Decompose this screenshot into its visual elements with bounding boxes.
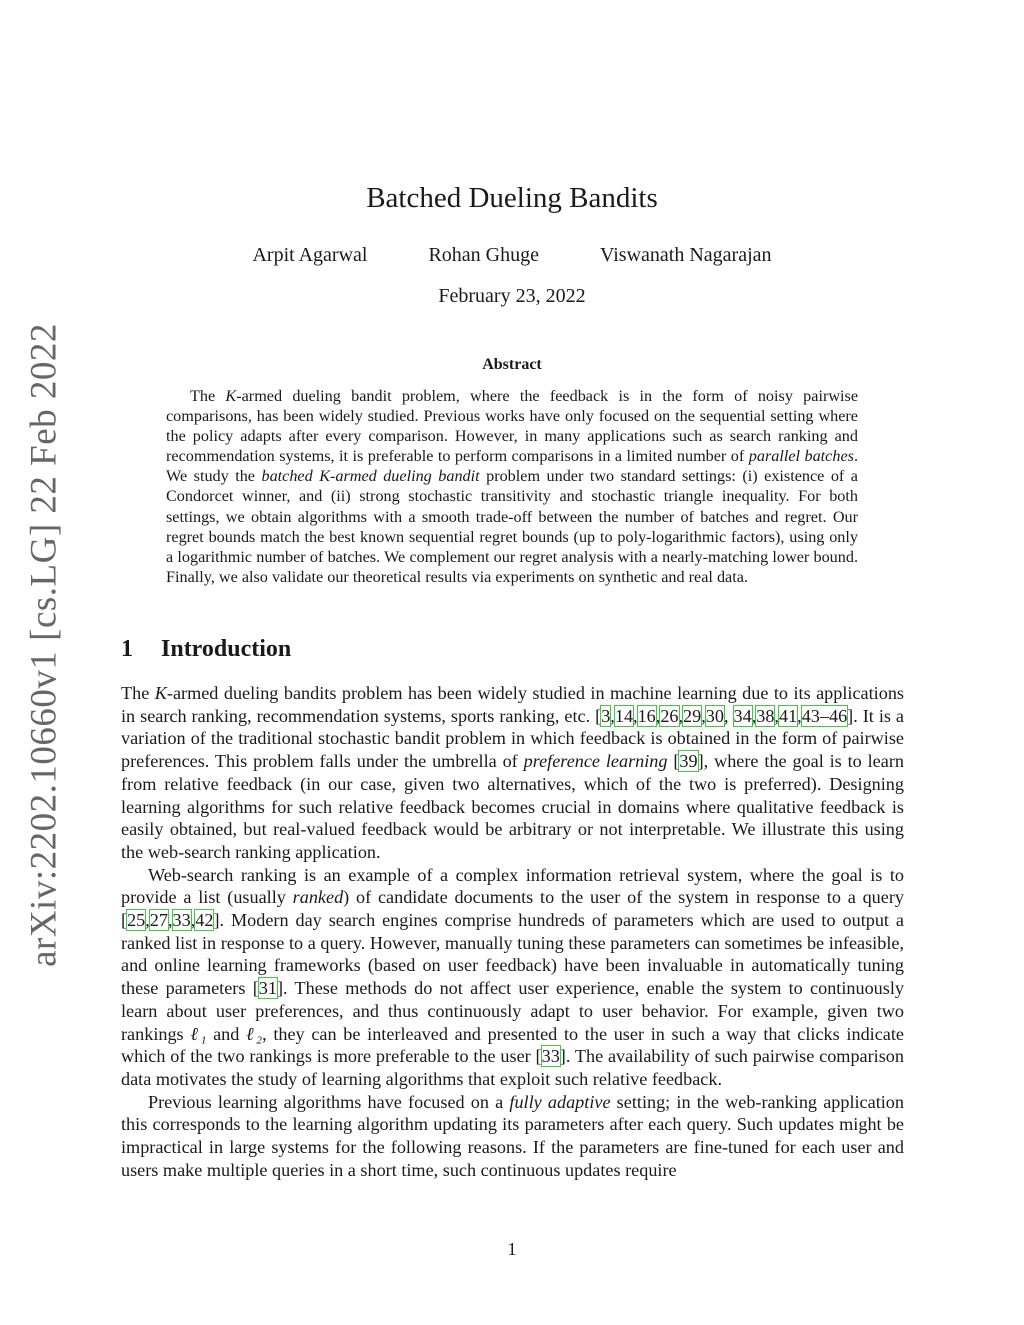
emphasis: ranked [292, 887, 344, 908]
paper-date: February 23, 2022 [438, 285, 586, 307]
citation-link[interactable]: 26 [660, 705, 679, 726]
citation-link[interactable]: 33 [541, 1046, 560, 1067]
citation-link[interactable]: 30 [705, 705, 724, 726]
citation-link[interactable]: 41 [778, 705, 798, 726]
citation-link[interactable]: 43–46 [801, 705, 848, 726]
citation-link[interactable]: 27 [149, 910, 168, 931]
text-run: , they can be interleaved and presented to the user in such a way that clicks indicate which of the two rankings is more preferable to the user [ [121, 1023, 904, 1067]
citation-link[interactable]: 14 [614, 705, 634, 726]
citation-link[interactable]: 34 [733, 705, 752, 726]
text-run: . We study the [166, 447, 858, 486]
text-run: ]. The availability of such pairwise comparison data motivates the study of learning algorithms that exploit such relative feedback. [121, 1046, 904, 1089]
text-run: ]. These methods do not affect user experience, enable the system to continuously learn about user preferences, and thus continuously adapt to user behavior. For example, given two rankings [121, 978, 905, 1044]
text-run: The [190, 387, 226, 405]
math-var: K [154, 683, 167, 703]
emphasis: fully adaptive [509, 1091, 611, 1112]
text-run: Web-search ranking is an example of a complex information retrieval system, where the goal is to provide a list (usually [121, 864, 904, 908]
author-name: Viswanath Nagarajan [600, 244, 772, 266]
section-heading [121, 636, 291, 663]
text-run: -armed dueling bandits problem has been widely studied in machine learning due to its applications in search ranking, recommendation systems, sports ranking, etc. [ [121, 683, 904, 726]
author-list [0, 244, 1024, 267]
paragraph [121, 1091, 904, 1182]
text-run: problem under two standard settings: (i) existence of a Condorcet winner, and (ii) strong stochastic transitivity and stochastic triangle inequality. For both settings, we obtain algorithms with a smooth trade-off between the number of batches and regret. Our regret bounds match the best known sequential regret bounds (up to poly-logarithmic factors), using only a logarithmic number of batches. We complement our regret analysis with a nearly-matching lower bound. Finally, we also validate our theoretical results via experiments on synthetic and real data. [166, 467, 858, 586]
paragraph: Web-search ranking is an example of a complex information retrieval system, where the goal is to provide a list (usually ranked) of candidate documents to the user of the system in response to a query [25,27,33,42]. Modern day search engines comprise hundreds of parameters which are used to output a ranked list in response to a query. However, manually tuning these parameters can sometimes be infeasible, and online learning frameworks (based on user feedback) have been invaluable in automatically tuning these parameters [31]. These methods do not affect user experience, enable the system to continuously learn about user preferences, and thus continuously adapt to user behavior. For example, given two rankings ℓ₁ and ℓ₂, they can be interleaved and presented to the user in such a way that clicks indicate which of the two rankings is more preferable to the user [33]. The availability of such pairwise comparison data motivates the study of learning algorithms that exploit such relative feedback. [121, 864, 905, 1089]
text-run: The [121, 683, 155, 703]
citation-link[interactable]: 16 [637, 705, 656, 726]
math-var: ℓ₂ [246, 1023, 263, 1044]
body-text [121, 682, 904, 1181]
page-number: 1 [507, 1239, 517, 1259]
citation-link[interactable]: 31 [258, 978, 277, 999]
text-run: ], where the goal is to learn from relative feedback (in our case, given two alternatives, which of the two is preferred). Designing learning algorithms for such relative feedback becomes crucial in domains where qualitative feedback is easily obtained, but real-valued feedback would be arbitrary or not interpretable. We illustrate this using the web-search ranking application. [121, 751, 904, 862]
author-name: Rohan Ghuge [428, 244, 539, 266]
paragraph: The K-armed dueling bandits problem has been widely studied in machine learning due to its applications in search ranking, recommendation systems, sports ranking, etc. [3,14,16,26,29,30, 34,38,41,43–46]. It is a variation of the traditional stochastic bandit problem in which feedback is obtained in the form of pairwise preferences. This problem falls under the umbrella of preference learning [39], where the goal is to learn from relative feedback (in our case, given two alternatives, which of the two is preferred). Designing learning algorithms for such relative feedback becomes crucial in domains where qualitative feedback is easily obtained, but real-valued feedback would be arbitrary or not interpretable. We illustrate this using the web-search ranking application. [121, 683, 905, 862]
math-var: ℓ₁ [190, 1023, 207, 1044]
text-run: setting; in the web-ranking application this corresponds to the learning algorithm updating its parameters after each query. Such updates might be impractical in large systems for the following reasons. If the parameters are fine-tuned for each user and users make multiple queries in a short time, such continuous updates require [121, 1091, 904, 1180]
paper-title: Batched Dueling Bandits [366, 182, 658, 214]
text-run: [ [667, 751, 680, 772]
citation-link[interactable]: 38 [756, 705, 775, 726]
citation-link[interactable]: 33 [172, 910, 191, 931]
citation-link[interactable]: 25 [127, 910, 146, 931]
citation-link[interactable]: 29 [683, 705, 702, 726]
text-run: and [206, 1023, 247, 1044]
text-run: -armed dueling bandit problem, where the feedback is in the form of noisy pairwise comparisons, has been widely studied. Previous works have only focused on the sequential setting where the policy adapts after every comparison. However, in many applications such as search ranking and recommendation systems, it is preferable to perform comparisons in a limited number of [166, 387, 859, 466]
text-run: Previous learning algorithms have focused on a [148, 1091, 510, 1112]
section-title: Introduction [161, 636, 292, 662]
emphasis: batched K-armed dueling bandit [261, 467, 480, 486]
citation-link[interactable]: 3 [601, 705, 611, 726]
citation-link[interactable]: 39 [679, 751, 698, 772]
abstract-heading: Abstract [482, 356, 542, 373]
abstract-text [166, 386, 858, 587]
author-name: Arpit Agarwal [252, 244, 368, 266]
emphasis: preference learning [523, 751, 668, 772]
text-run: ) of candidate documents to the user of the system in response to a query [ [121, 887, 904, 931]
section-number: 1 [121, 636, 133, 662]
citation-link[interactable]: 42 [195, 910, 214, 931]
text-run: ]. Modern day search engines comprise hundreds of parameters which are used to output a ranked list in response to a query. However, manually tuning these parameters can sometimes be infeasible, and online learning frameworks (based on user feedback) have been invaluable in automatically tuning these parameters [ [121, 910, 904, 999]
text-run: ]. It is a variation of the traditional stochastic bandit problem in which feedback is obtained in the form of pairwise preferences. This problem falls under the umbrella of [121, 705, 905, 772]
math-var: K [225, 387, 237, 405]
arxiv-stamp-text: arXiv:2202.10660v1 [cs.LG] 22 Feb 2022 [23, 323, 65, 967]
emphasis: parallel batches [748, 447, 854, 466]
